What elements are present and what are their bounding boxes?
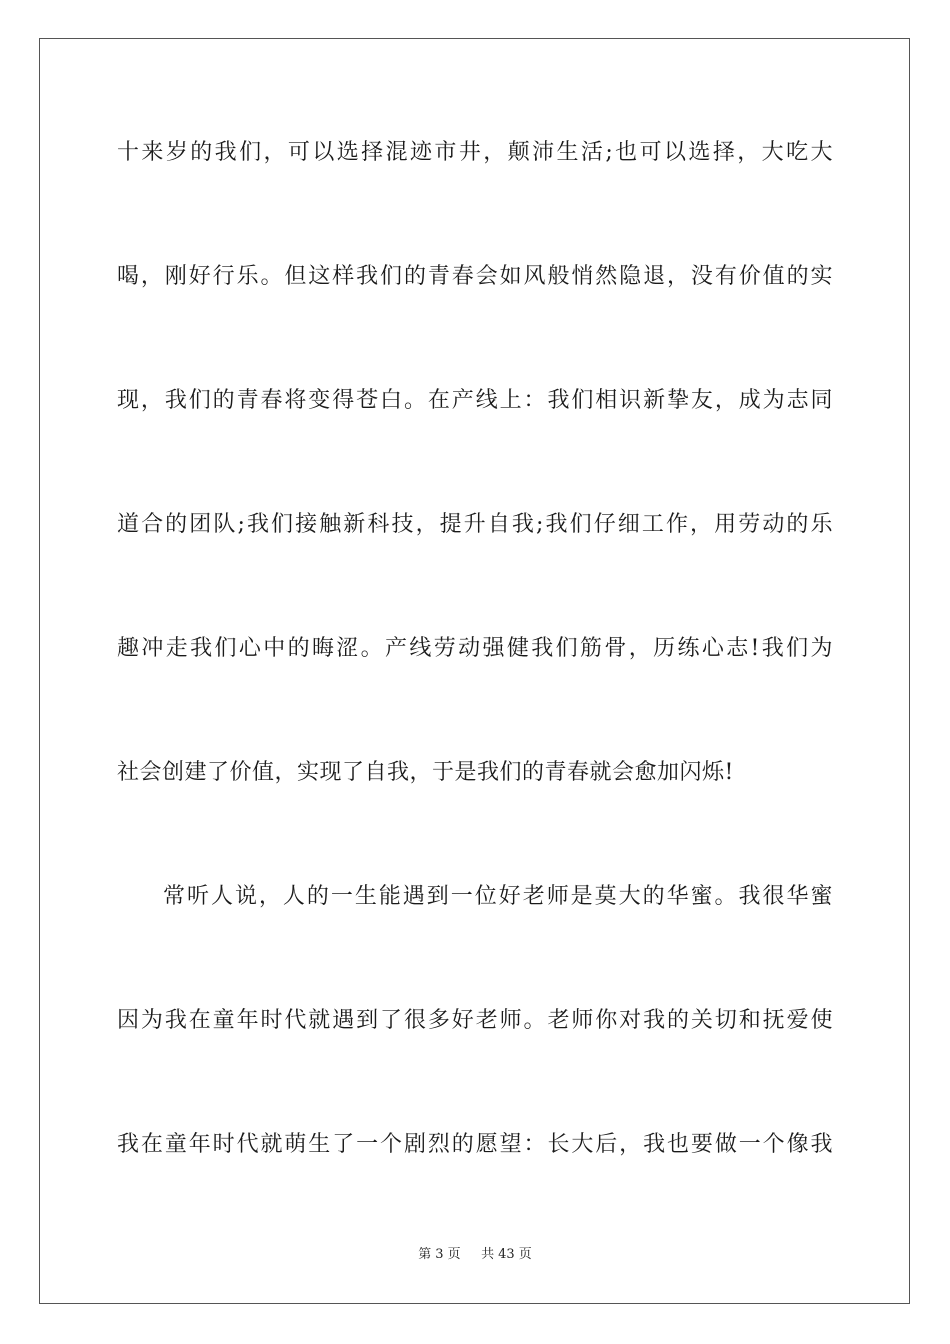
text-line-3: 现，我们的青春将变得苍白。在产线上：我们相识新挚友，成为志同 xyxy=(117,388,833,413)
text-line-7: 常听人说，人的一生能遇到一位好老师是莫大的华蜜。我很华蜜 xyxy=(163,884,833,909)
text-line-6: 社会创建了价值，实现了自我，于是我们的青春就会愈加闪烁! xyxy=(117,760,734,785)
page-unit: 页 xyxy=(447,1247,461,1262)
text-line-5: 趣冲走我们心中的晦涩。产线劳动强健我们筋骨，历练心志!我们为 xyxy=(117,636,833,661)
text-line-4: 道合的团队;我们接触新科技，提升自我;我们仔细工作，用劳动的乐 xyxy=(117,512,833,537)
text-line-2: 喝，刚好行乐。但这样我们的青春会如风般悄然隐退，没有价值的实 xyxy=(117,264,833,289)
page-label: 第 xyxy=(418,1247,432,1262)
page-border xyxy=(39,38,910,1304)
page-number: 3 xyxy=(435,1247,444,1262)
total-pages: 43 xyxy=(498,1247,515,1262)
text-line-9: 我在童年时代就萌生了一个剧烈的愿望：长大后，我也要做一个像我 xyxy=(117,1132,833,1157)
total-unit: 页 xyxy=(518,1247,532,1262)
text-line-8: 因为我在童年时代就遇到了很多好老师。老师你对我的关切和抚爱使 xyxy=(117,1008,833,1033)
text-line-1: 十来岁的我们，可以选择混迹市井，颠沛生活;也可以选择，大吃大 xyxy=(117,140,833,165)
page-footer xyxy=(0,1246,950,1264)
total-label: 共 xyxy=(481,1247,495,1262)
